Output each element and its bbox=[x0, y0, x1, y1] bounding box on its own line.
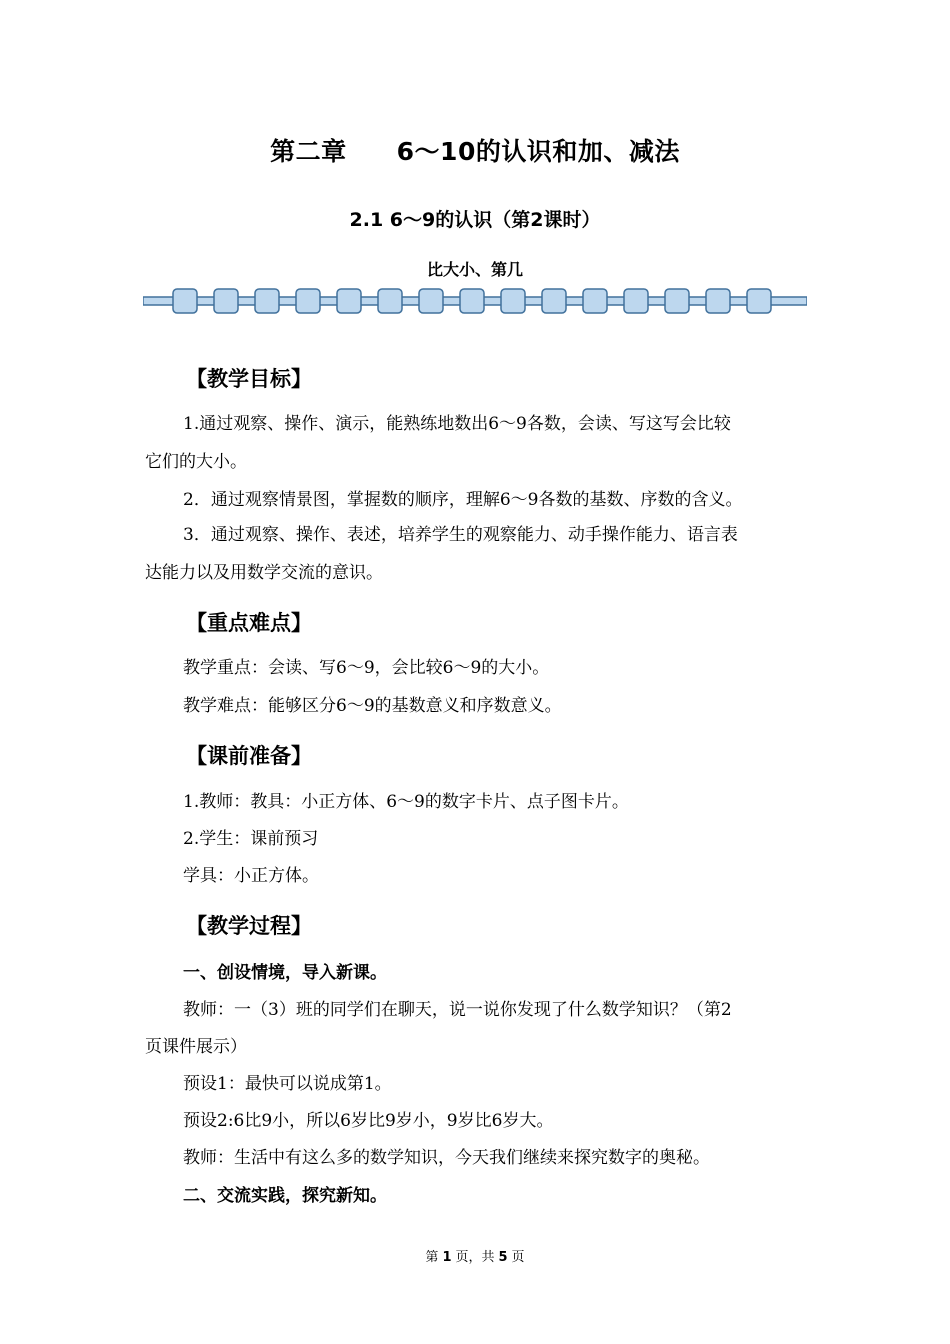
goal-line-1: 1.通过观察、操作、演示，能熟练地数出6～9各数，会读、写这写会比较 bbox=[183, 414, 731, 434]
heading-teaching-goals: 【教学目标】 bbox=[186, 367, 312, 391]
chain-bead bbox=[337, 289, 361, 313]
heading-preparation: 【课前准备】 bbox=[186, 744, 312, 768]
prep-student-line: 2.学生：课前预习 bbox=[183, 829, 319, 849]
chapter-topic: 6～10的认识和加、减法 bbox=[396, 137, 680, 166]
page-footer bbox=[0, 1246, 950, 1265]
chain-bead bbox=[255, 289, 279, 313]
chain-bead bbox=[419, 289, 443, 313]
lesson-subtitle: 比大小、第几 bbox=[426, 260, 523, 279]
chapter-title bbox=[0, 132, 950, 168]
process-part-2-title: 二、交流实践，探究新知。 bbox=[183, 1186, 387, 1206]
section-title: 2.1 6～9的认识（第2课时） bbox=[349, 209, 601, 231]
chain-bead bbox=[542, 289, 566, 313]
chapter-label: 第二章 bbox=[270, 137, 347, 166]
chain-bead bbox=[173, 289, 197, 313]
chain-bead bbox=[214, 289, 238, 313]
chain-bead bbox=[706, 289, 730, 313]
process-line-1: 教师：一（3）班的同学们在聊天，说一说你发现了什么数学知识？（第2 bbox=[183, 1000, 732, 1020]
key-point-line: 教学重点：会读、写6～9，会比较6～9的大小。 bbox=[183, 658, 550, 678]
footer-page-number: 1 bbox=[442, 1250, 452, 1265]
difficult-point-line: 教学难点：能够区分6～9的基数意义和序数意义。 bbox=[183, 696, 562, 716]
footer-total-pages: 5 bbox=[498, 1250, 508, 1265]
heading-teaching-process: 【教学过程】 bbox=[186, 914, 312, 938]
goal-line-2: 2．通过观察情景图，掌握数的顺序，理解6～9各数的基数、序数的含义。 bbox=[183, 490, 743, 510]
chain-bead bbox=[747, 289, 771, 313]
process-line-4: 教师：生活中有这么多的数学知识，今天我们继续来探究数字的奥秘。 bbox=[183, 1148, 710, 1168]
process-line-3: 预设2:6比9小，所以6岁比9岁小，9岁比6岁大。 bbox=[183, 1111, 554, 1131]
goal-line-1-cont: 它们的大小。 bbox=[145, 452, 247, 472]
process-line-2: 预设1：最快可以说成第1。 bbox=[183, 1074, 392, 1094]
chain-bead bbox=[296, 289, 320, 313]
prep-tools-line: 学具：小正方体。 bbox=[183, 866, 319, 886]
chain-bead bbox=[378, 289, 402, 313]
footer-prefix: 第 bbox=[425, 1250, 439, 1265]
chain-bead bbox=[624, 289, 648, 313]
footer-middle: 页，共 bbox=[455, 1250, 495, 1265]
process-line-1-cont: 页课件展示） bbox=[145, 1037, 247, 1057]
chain-bead bbox=[460, 289, 484, 313]
chain-bead bbox=[665, 289, 689, 313]
prep-teacher-line: 1.教师：教具：小正方体、6～9的数字卡片、点子图卡片。 bbox=[183, 792, 629, 812]
goal-line-3-cont: 达能力以及用数学交流的意识。 bbox=[145, 563, 383, 583]
heading-key-points: 【重点难点】 bbox=[186, 611, 312, 635]
chain-bead bbox=[583, 289, 607, 313]
chain-bead bbox=[501, 289, 525, 313]
footer-suffix: 页 bbox=[511, 1250, 525, 1265]
decorative-chain-divider bbox=[143, 286, 807, 316]
process-part-1-title: 一、创设情境，导入新课。 bbox=[183, 963, 387, 983]
goal-line-3: 3．通过观察、操作、表述，培养学生的观察能力、动手操作能力、语言表 bbox=[183, 525, 738, 545]
